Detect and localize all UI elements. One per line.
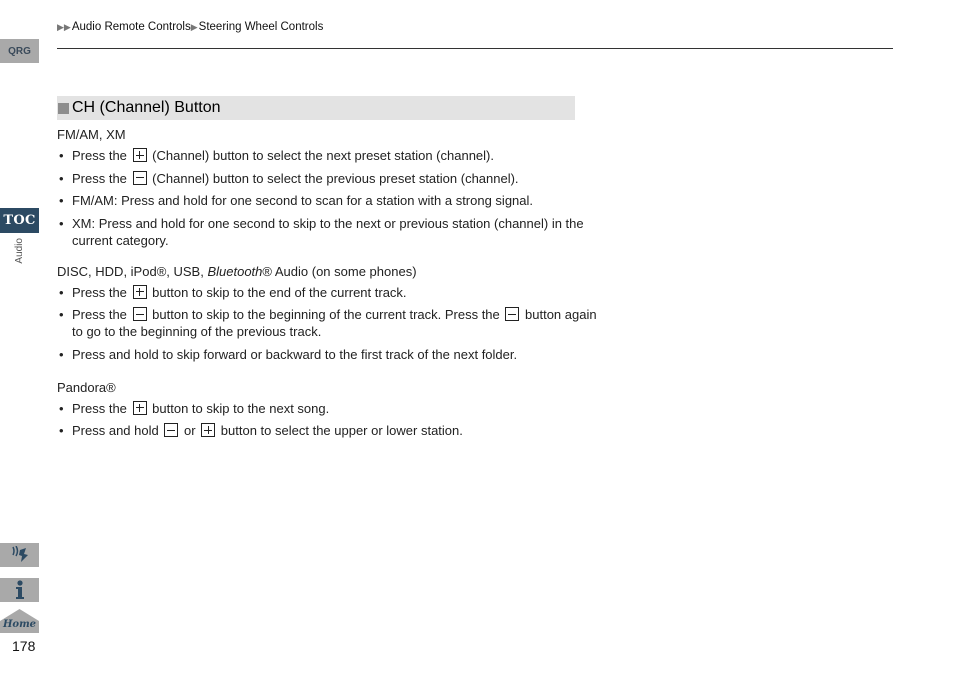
minus-button-icon [133, 171, 147, 185]
page-number: 178 [12, 638, 36, 654]
subhead: FM/AM, XM [57, 127, 126, 142]
text: button to skip to the next song. [152, 400, 330, 416]
minus-button-icon [164, 423, 178, 437]
list-item [57, 192, 597, 209]
toc-button[interactable] [0, 208, 39, 233]
plus-button-icon [133, 285, 147, 299]
text: DISC, HDD, iPod®, USB, [57, 263, 204, 279]
section-side-label: Audio [14, 238, 25, 264]
group-disc-hdd [57, 263, 597, 363]
svg-text:Home: Home [2, 619, 37, 630]
breadcrumb-arrow-icon: ▶ [190, 21, 198, 32]
text: button to select the upper or lower station. [220, 423, 463, 438]
minus-button-icon [133, 307, 147, 321]
text: Press the [72, 307, 127, 322]
plus-button-icon [133, 148, 147, 162]
text: XM: Press and hold for one second to skip to the next or previous station (channel) in the current category. [72, 215, 584, 248]
text-italic: Bluetooth [207, 263, 263, 279]
list-item [57, 284, 597, 301]
group-pandora [57, 379, 597, 440]
list-item [57, 147, 597, 164]
text: Press the [72, 400, 127, 416]
breadcrumb-link-audio-remote[interactable]: Audio Remote Controls [71, 21, 191, 33]
list-item [57, 400, 597, 417]
list-item [57, 306, 597, 340]
qrg-button[interactable] [0, 39, 39, 63]
text: Press the [72, 170, 127, 186]
group-fm-am-xm [57, 126, 597, 249]
text: button again to go to the beginning of the previous track. [72, 307, 597, 339]
list-item [57, 170, 597, 187]
section-heading [57, 96, 575, 120]
plus-button-icon [133, 401, 147, 415]
text: Press the [72, 148, 127, 163]
plus-button-icon [201, 423, 215, 437]
list-item [57, 215, 597, 249]
text: (Channel) button to select the previous preset station (channel). [152, 170, 519, 186]
subhead [57, 263, 597, 280]
home-button[interactable] [0, 609, 39, 633]
toc-label: TOC [3, 213, 36, 228]
home-icon [0, 609, 39, 633]
breadcrumb [57, 21, 323, 33]
content-body [57, 126, 597, 445]
text: Press and hold [72, 423, 159, 438]
voice-command-icon [9, 546, 31, 564]
text: button to skip to the beginning of the current track. Press the [152, 307, 500, 322]
section-title: CH (Channel) Button [72, 99, 221, 116]
breadcrumb-link-steering-wheel[interactable]: Steering Wheel Controls [198, 21, 324, 33]
voice-command-button[interactable] [0, 543, 39, 567]
minus-button-icon [505, 307, 519, 321]
text: FM/AM: Press and hold for one second to scan for a station with a strong signal. [72, 193, 534, 208]
qrg-label: QRG [8, 45, 31, 57]
text: or [183, 423, 196, 438]
header-divider [57, 48, 893, 49]
section-square-icon [58, 103, 69, 114]
text: ® Audio (on some phones) [262, 263, 417, 279]
text: Press and hold to skip forward or backward to the first track of the next folder. [72, 346, 518, 362]
list-item [57, 346, 597, 363]
bullet-list [57, 147, 597, 249]
text: Press the [72, 284, 127, 300]
bullet-list [57, 400, 597, 440]
text: button to skip to the end of the current track. [152, 284, 407, 300]
breadcrumb-arrow-icon: ▶▶ [57, 21, 71, 32]
bullet-list [57, 284, 597, 363]
text: (Channel) button to select the next preset station (channel). [152, 148, 494, 163]
info-button[interactable] [0, 578, 39, 602]
info-icon [14, 580, 26, 600]
list-item [57, 422, 597, 439]
subhead: Pandora® [57, 379, 116, 395]
